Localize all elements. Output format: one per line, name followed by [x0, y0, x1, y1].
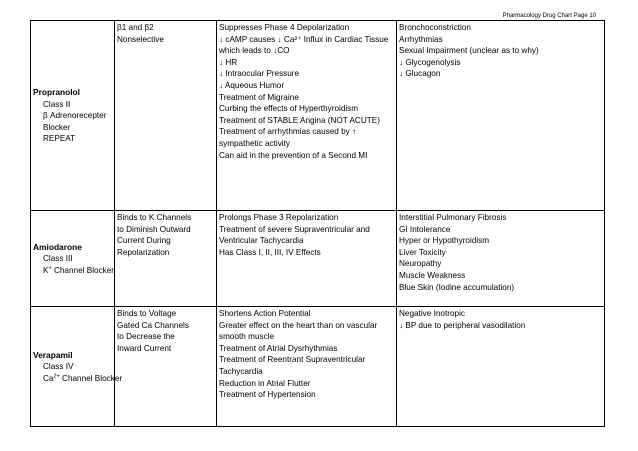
mechanism-cell — [115, 307, 217, 427]
mechanism-line: Inward Current — [117, 343, 172, 353]
effect-line: Suppresses Phase 4 Depolarization — [219, 23, 350, 32]
effect-line: Treatment of severe Supraventricular and — [219, 224, 370, 234]
mechanism-line: Gated Ca Channels — [117, 320, 189, 330]
mechanism-line: Current During — [117, 236, 171, 246]
side-effect-line: Interstitial Pulmonary Fibrosis — [399, 213, 507, 222]
detail-base: K — [43, 265, 49, 275]
effect-line: Can aid in the prevention of a Second MI — [219, 150, 368, 160]
drug-detail: Blocker — [43, 122, 71, 132]
drug-cell — [31, 211, 115, 307]
drug-detail: REPEAT — [43, 134, 76, 144]
mechanism-line: Nonselective — [117, 34, 164, 44]
effects-cell — [217, 211, 397, 307]
drug-cell — [31, 21, 115, 211]
effect-line: Greater effect on the heart than on vascular — [219, 320, 378, 330]
drug-chart-table — [30, 20, 605, 427]
effect-line: Shortens Action Potential — [219, 309, 311, 318]
side-effects-cell — [397, 307, 605, 427]
effect-line: ↓ cAMP causes ↓ Ca²⁺ Influx in Cardiac Tissue — [219, 34, 389, 44]
mechanism-cell — [115, 21, 217, 211]
table-row — [31, 21, 605, 211]
effect-line: Prolongs Phase 3 Repolarization — [219, 213, 339, 222]
effect-line: Curbing the effects of Hyperthyroidism — [219, 104, 359, 114]
side-effect-line: ↓ Glucagon — [399, 69, 441, 79]
mechanism-line: to Decrease the — [117, 332, 175, 342]
drug-name: Amiodarone — [33, 241, 82, 252]
effect-line: ↓ Intraocular Pressure — [219, 69, 300, 79]
drug-detail — [33, 373, 123, 385]
side-effect-line: Neuropathy — [399, 259, 442, 269]
mechanism-line: β1 and β2 — [117, 23, 154, 32]
effect-line: Treatment of Migraine — [219, 92, 299, 102]
table-row — [31, 307, 605, 427]
mechanism-line: Binds to Voltage — [117, 309, 177, 318]
effect-line: Reduction in Atrial Flutter — [219, 378, 311, 388]
table-row — [31, 211, 605, 307]
detail-suffix: Channel Blocker — [51, 265, 115, 275]
drug-detail — [33, 265, 115, 277]
side-effect-line: GI Intolerance — [399, 224, 451, 234]
detail-base: Ca — [43, 373, 54, 383]
drug-detail: Class IV — [43, 362, 74, 372]
mechanism-line: Binds to K Channels — [117, 213, 192, 222]
detail-superscript: 2+ — [53, 373, 60, 380]
mechanism-line: to Diminish Outward — [117, 224, 191, 234]
effect-line: Ventricular Tachycardia — [219, 236, 304, 246]
effect-line: Treatment of Atrial Dysrhythmias — [219, 343, 338, 353]
side-effect-line: ↓ BP due to peripheral vasodilation — [399, 320, 526, 330]
mechanism-line: Repolarization — [117, 247, 170, 257]
side-effect-line: Hyper or Hypothyroidism — [399, 236, 490, 246]
side-effect-line: Muscle Weakness — [399, 270, 466, 280]
drug-cell — [31, 307, 123, 427]
side-effect-line: Arrhythmias — [399, 34, 443, 44]
drug-name: Propranolol — [33, 87, 80, 98]
effect-line: Has Class I, II, III, IV Effects — [219, 247, 321, 257]
side-effect-line: ↓ Glycogenolysis — [399, 57, 461, 67]
effect-line: Treatment of Hypertension — [219, 390, 316, 400]
effects-cell — [217, 21, 397, 211]
mechanism-cell — [115, 211, 217, 307]
detail-superscript: + — [48, 265, 52, 272]
effect-line: smooth muscle — [219, 332, 275, 342]
detail-suffix: Channel Blocker — [59, 373, 123, 383]
effect-line: Treatment of arrhythmias caused by ↑ — [219, 127, 357, 137]
page-header: Pharmacology Drug Chart Page 10 — [502, 13, 596, 19]
effects-cell — [217, 307, 397, 427]
drug-detail: β Adrenorecepter — [43, 111, 107, 121]
side-effects-cell — [397, 21, 605, 211]
side-effect-line: Sexual Impairment (unclear as to why) — [399, 46, 539, 56]
drug-name: Verapamil — [33, 349, 73, 360]
side-effect-line: Bronchoconstriction — [399, 23, 471, 32]
side-effect-line: Liver Toxicity — [399, 247, 446, 257]
effect-line: ↓ HR — [219, 57, 238, 67]
effect-line: Treatment of STABLE Angina (NOT ACUTE) — [219, 115, 380, 125]
effect-line: sympathetic activity — [219, 138, 290, 148]
effect-line: ↓ Aqueous Humor — [219, 80, 285, 90]
side-effect-line: Negative Inotropic — [399, 309, 465, 318]
effect-line: Tachycardia — [219, 366, 263, 376]
drug-detail: Class II — [43, 99, 71, 109]
effect-line: which leads to ↓CO — [219, 46, 290, 56]
effect-line: Treatment of Reentrant Supraventricular — [219, 355, 366, 365]
side-effect-line: Blue Skin (Iodine accumulation) — [399, 282, 515, 292]
drug-detail: Class III — [43, 254, 73, 264]
side-effects-cell — [397, 211, 605, 307]
